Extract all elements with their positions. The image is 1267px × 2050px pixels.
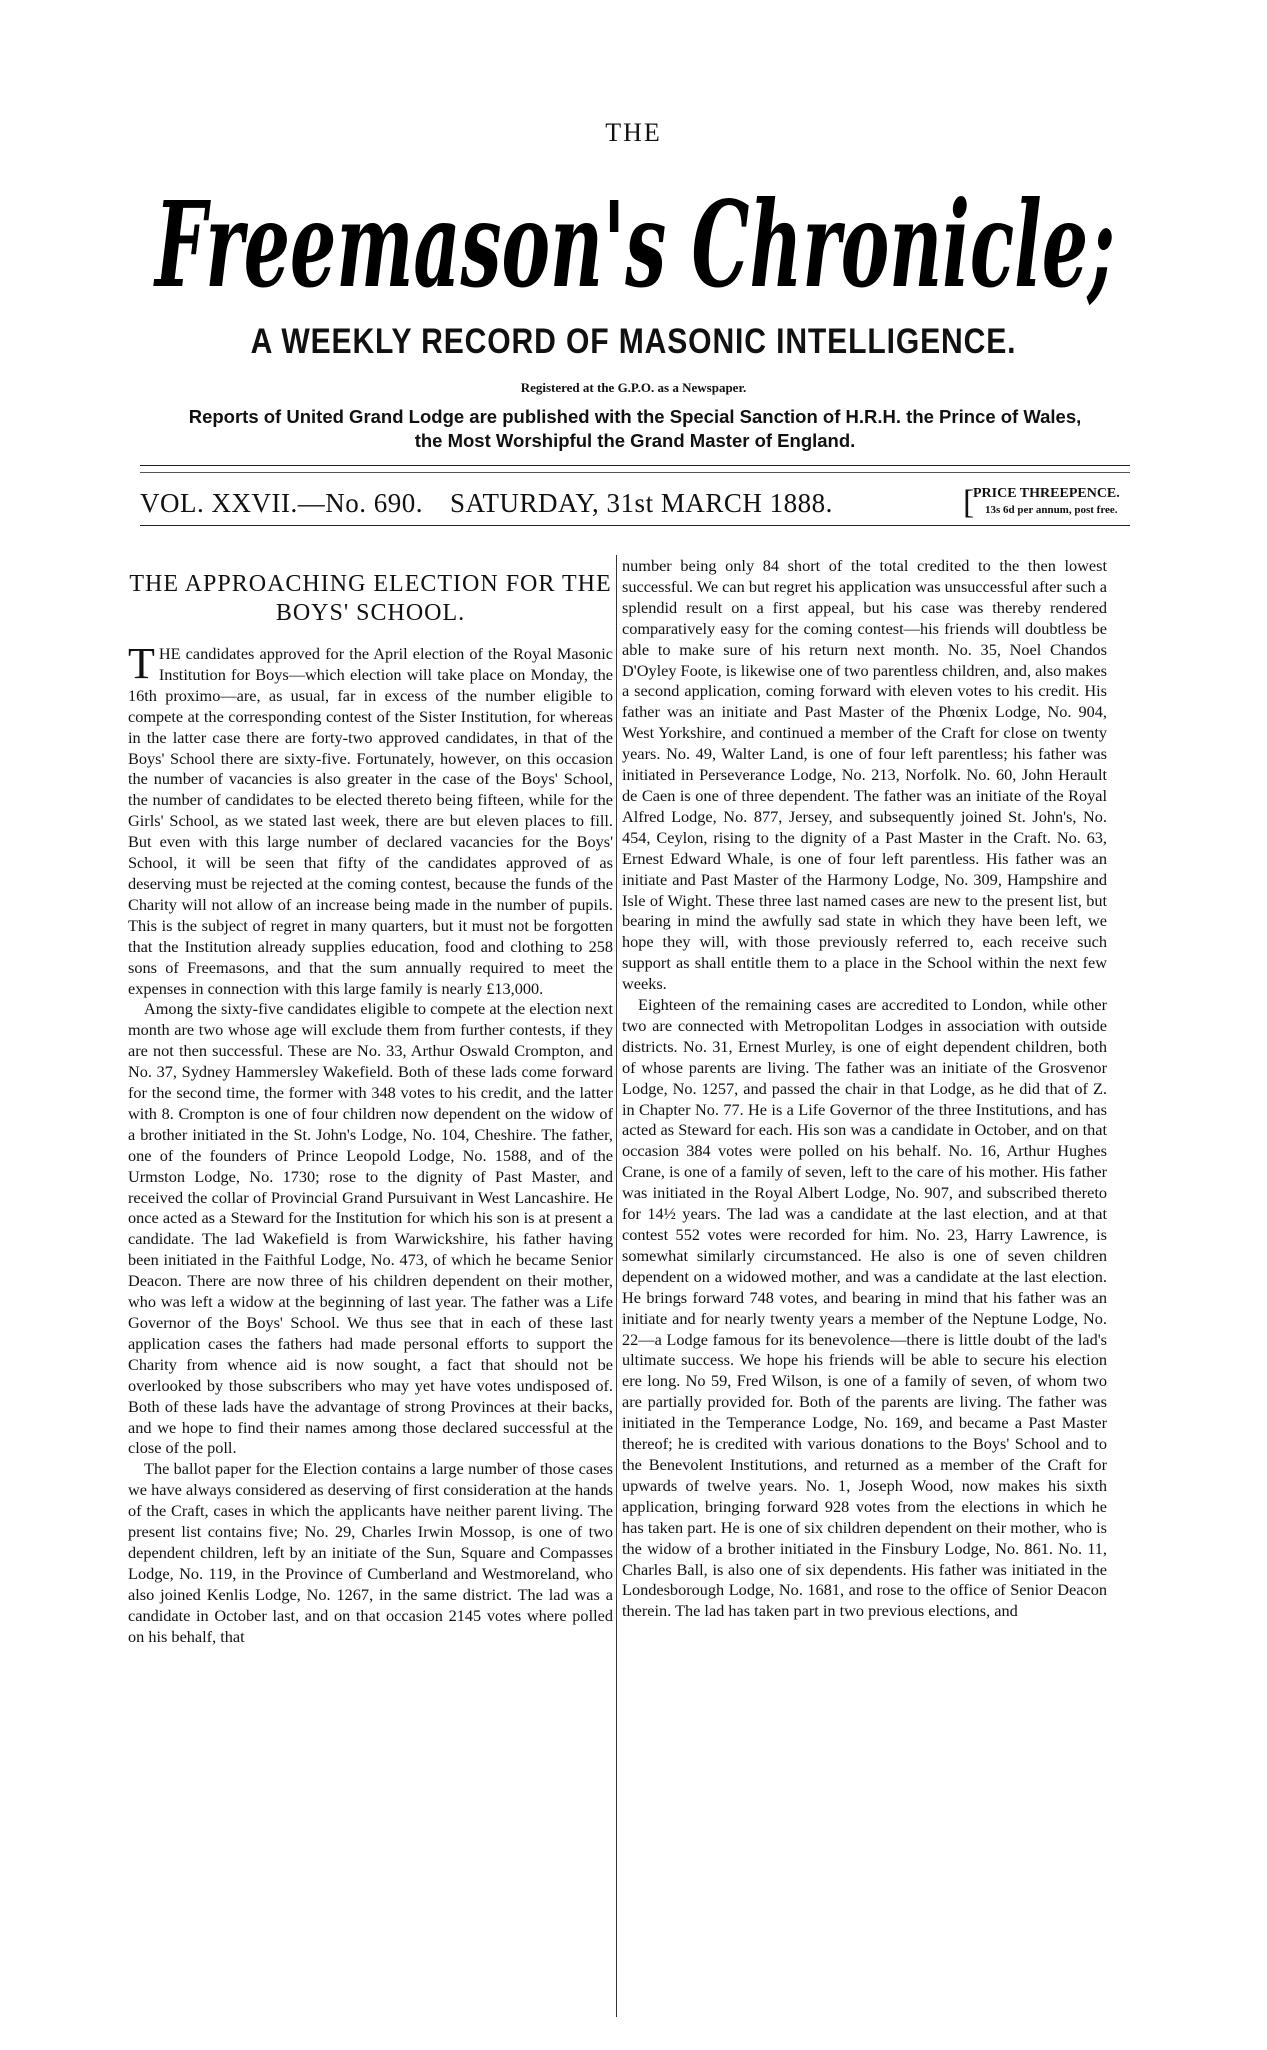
- masthead-title: [140, 168, 1130, 318]
- masthead-subtitle: A WEEKLY RECORD OF MASONIC INTELLIGENCE.: [250, 322, 1017, 361]
- drop-cap: T: [128, 639, 155, 688]
- price-box: [963, 484, 1133, 521]
- volume-number: VOL. XXVII.—No. 690.: [140, 488, 423, 518]
- reports-line-2: the Most Worshipful the Grand Master of England.: [414, 430, 856, 451]
- article-paragraph: Eighteen of the remaining cases are accredited to London, while other two are connected with Metropolitan Lodges in association with outside districts. No. 31, Ernest Murley, is one of eight dependent children, both of whose parents are living. The father was an initiate of the Grosvenor Lodge, No. 1257, and passed the chair in that Lodge, as he did that of Z. in Chapter No. 77. He is a Life Governor of the three Institutions, and has acted as Steward for each. His son was a candidate in October, and on that occasion 384 votes were polled on his behalf. No. 16, Arthur Hughes Crane, is one of a family of seven, left to the care of his mother. His father was initiated in the Royal Albert Lodge, No. 907, and subscribed thereto for 14½ years. The lad was a candidate at the last election, and at that contest 552 votes were recorded for him. No. 23, Harry Lawrence, is somewhat similarly circumstanced. He also is one of seven children dependent on a widowed mother, and was a candidate at the last election. He brings forward 748 votes, and bearing in mind that his father was an initiate and for nearly twenty years a member of the Neptune Lodge, No. 22—a Lodge famous for its benevolence—there is little doubt of the lad's ultimate success. We hope his friends will be able to secure his election ere long. No 59, Fred Wilson, is one of a family of seven, of whom two are partially provided for. Both of the parents are living. The father was initiated in the Temperance Lodge, No. 169, and became a Past Master thereof; he is credited with various donations to the Boys' School and to the Benevolent Institutions, and returned as a member of the Craft for upwards of twelve years. No. 1, Joseph Wood, now makes his sixth application, bringing forward 928 votes from the elections in which he has taken part. He is one of six children dependent on their mother, who is the widow of a brother initiated in the Finsbury Lodge, No. 861. No. 11, Charles Ball, is also one of six dependents. His father was initiated in the Londesborough Lodge, No. 1681, and rose to the office of Senior Deacon therein. The lad has taken part in two previous elections, and: [622, 995, 1107, 1621]
- rule-top-thin: [140, 472, 1130, 473]
- article-paragraph: [128, 639, 613, 999]
- masthead-the: THE: [605, 118, 662, 147]
- article-headline: THE APPROACHING ELECTION FOR THE BOYS' SCHOOL.: [129, 571, 612, 626]
- rule-top: [140, 465, 1130, 466]
- price-subscription: 13s 6d per annum, post free.: [985, 504, 1118, 516]
- article-paragraph: The ballot paper for the Election contains a large number of those cases we have always considered as deserving of first consideration at the hands of the Craft, cases in which the applicants have neither parent living. The present list contains five; No. 29, Charles Irwin Mossop, is one of two dependent children, left by an initiate of the Sun, Square and Compasses Lodge, No. 119, in the Province of Cumberland and Westmoreland, who also joined Kenlis Lodge, No. 1267, in the same district. The lad was a candidate in October last, and on that occasion 2145 votes where polled on his behalf, that: [128, 1459, 613, 1646]
- column-divider: [616, 555, 617, 2017]
- reports-notice: [150, 405, 1120, 453]
- article-paragraph-text: HE candidates approved for the April election of the Royal Masonic Institution for Boys—which election will take place on Monday, the 16th proximo—are, as usual, far in excess of the number eligible to compete at the corresponding contest of the Sister Institution, for whereas in the latter case there are forty-two approved candidates, in that of the Boys' School there are sixty-five. Fortunately, however, on this occasion the number of vacancies is also greater in the case of the Boys' School, the number of candidates to be elected thereto being fifteen, while for the Girls' School, as we stated last week, there are but eleven places to fill. But even with this large number of declared vacancies for the Boys' School, it will be seen that fifty of the candidates approved of as deserving must be rejected at the coming contest, because the funds of the Charity will not allow of an increase being made in the number of pupils. This is the subject of regret in many quarters, but it must not be forgotten that the Institution already supplies education, food and clothing to 258 sons of Freemasons, and that the sum annually required to meet the expenses in connection with this large family is nearly £13,000.: [128, 644, 613, 998]
- masthead-title-text: Freemason's Chronicle;: [153, 175, 1115, 314]
- article-paragraph: number being only 84 short of the total credited to the then lowest successful. We can but regret his application was unsuccessful after such a splendid result on a first appeal, but his case was thereby rendered comparatively easy for the coming contest—his friends will doubtless be able to make sure of his return next month. No. 35, Noel Chandos D'Oyley Foote, is likewise one of two parentless children, and, also makes a second application, coming forward with eleven votes to his credit. His father was an initiate and Past Master of the Phœnix Lodge, No. 904, West Yorkshire, and continued a member of the Craft for close on twenty years. No. 49, Walter Land, is one of four left parentless; his father was initiated in Perseverance Lodge, No. 213, Norfolk. No. 60, John Herault de Caen is one of three dependent. The father was an initiate of the Royal Alfred Lodge, No. 877, Jersey, and subsequently joined St. John's, No. 454, Ceylon, rising to the dignity of a Past Master in the Craft. No. 63, Ernest Edward Whale, is one of four left parentless. His father was an initiate and Past Master of the Harmony Lodge, No. 309, Hampshire and Isle of Wight. These three last named cases are new to the present list, but bearing in mind the awfully sad state in which they have been left, we hope they will, with those previously referred to, each receive such support as shall entitle them to a place in the School within the next few weeks.: [622, 556, 1107, 994]
- article-column-left: [128, 556, 613, 1648]
- issue-date: SATURDAY, 31st MARCH 1888.: [450, 488, 833, 518]
- reports-line-1: Reports of United Grand Lodge are published with the Special Sanction of H.R.H. the Prince of Wales,: [188, 406, 1082, 427]
- price-bracket-icon: [: [963, 484, 975, 521]
- article-column-right: [622, 556, 1107, 1622]
- rule-dateline: [140, 525, 1130, 526]
- dateline: [140, 484, 1130, 521]
- registered-notice: Registered at the G.P.O. as a Newspaper.: [520, 380, 747, 395]
- article-paragraph: Among the sixty-five candidates eligible to compete at the election next month are two whose age will exclude them from further contests, if they are not then successful. These are No. 33, Arthur Oswald Crompton, and No. 37, Sydney Hammersley Wakefield. Both of these lads come forward for the second time, the former with 348 votes to his credit, and the latter with 8. Crompton is one of four children now dependent on the widow of a brother initiated in the St. John's Lodge, No. 104, Cheshire. The father, one of the founders of Prince Leopold Lodge, No. 1588, and of the Urmston Lodge, No. 1730; rose to the dignity of Past Master, and received the collar of Provincial Grand Pursuivant in West Lancashire. He once acted as a Steward for the Institution for which his son is at present a candidate. The lad Wakefield is from Warwickshire, his father having been initiated in the Faithful Lodge, No. 473, of which he became Senior Deacon. There are now three of his children dependent on their mother, who was left a widow at the beginning of last year. The father was a Life Governor of the Boys' School. We thus see that in each of these last application cases the fathers had made personal efforts to support the Charity from whence aid is now sought, a fact that should not be overlooked by those subscribers who may yet have votes undisposed of. Both of these lads have the advantage of strong Provinces at their backs, and we hope to find their names among those declared successful at the close of the poll.: [128, 999, 613, 1458]
- price: PRICE THREEPENCE.: [973, 486, 1120, 501]
